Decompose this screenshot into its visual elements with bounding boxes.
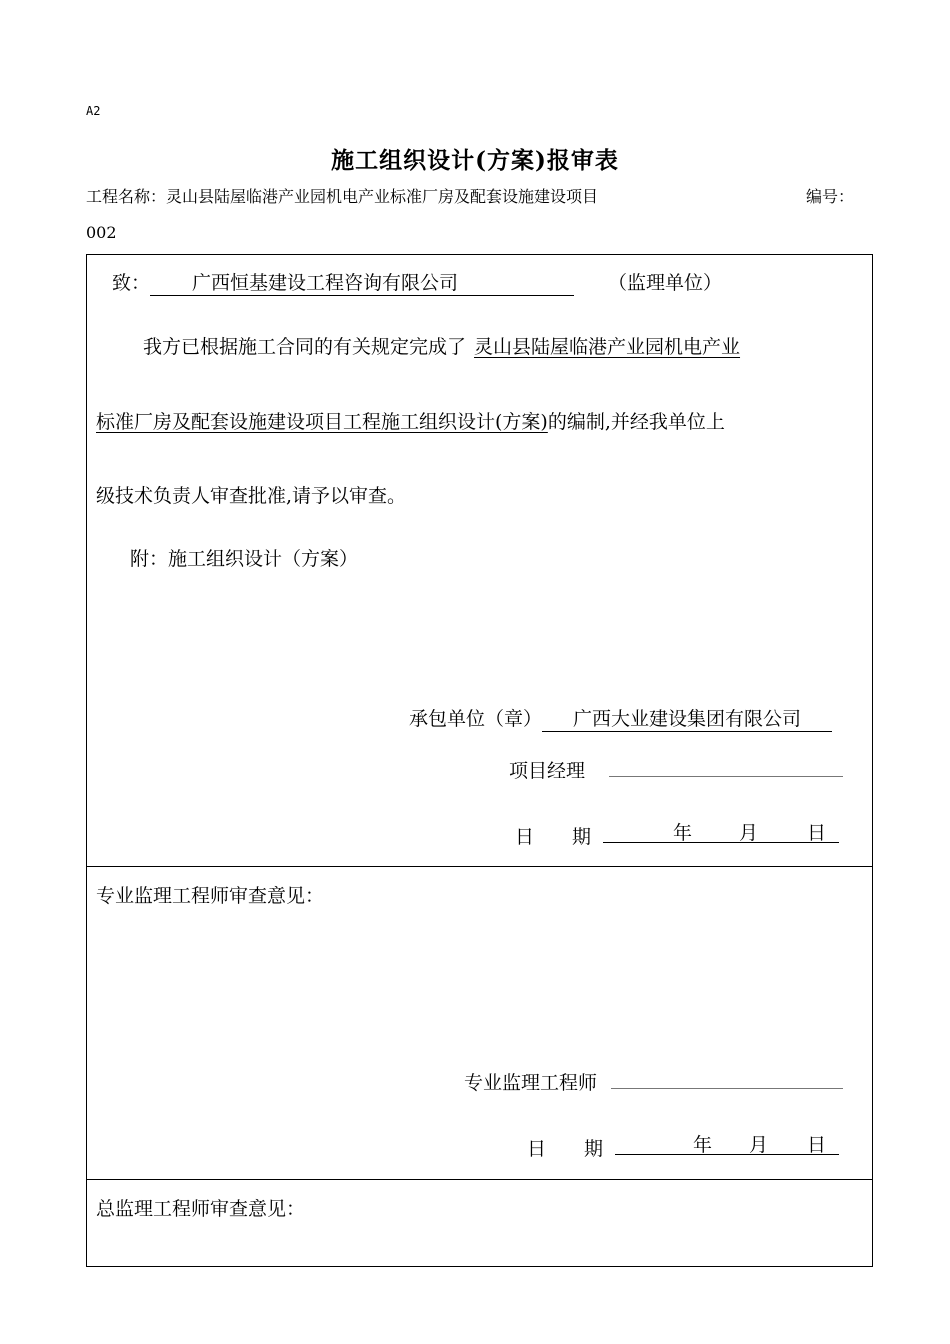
date-field [603, 818, 839, 843]
month-label: 月 [739, 822, 759, 844]
manager-label: 项目经理 [509, 760, 586, 782]
month-label: 月 [749, 1134, 769, 1156]
date-label: 日 期 [515, 826, 592, 848]
attachment-line: 附：施工组织设计（方案） [130, 548, 359, 570]
engineer-review-heading: 专业监理工程师审查意见： [96, 885, 325, 907]
page-title: 施工组织设计(方案)报审表 [331, 147, 619, 174]
year-label: 年 [693, 1134, 713, 1156]
project-name: 工程名称：灵山县陆屋临港产业园机电产业标准厂房及配套设施建设项目 [86, 187, 599, 206]
chief-review-heading: 总监理工程师审查意见： [96, 1198, 306, 1220]
to-label: 致： [112, 272, 151, 294]
addressee-line [112, 268, 722, 296]
body-line-2 [96, 407, 725, 434]
project-name-part2: 标准厂房及配套设施建设项目工程施工组织设计(方案) [96, 411, 548, 433]
date-field [615, 1130, 839, 1155]
date-line-1 [515, 818, 839, 849]
engineer-signature-field [611, 1070, 843, 1089]
number-value: 002 [86, 223, 117, 242]
body-after: 的编制,并经我单位上 [547, 411, 725, 433]
form-code: A2 [86, 104, 101, 118]
supervisor-company: 广西恒基建设工程咨询有限公司 [192, 272, 459, 294]
project-name-part1: 灵山县陆屋临港产业园机电产业 [474, 336, 741, 358]
contractor-line [409, 704, 832, 732]
day-label: 日 [807, 822, 827, 844]
manager-line [509, 756, 843, 783]
year-label: 年 [673, 822, 693, 844]
engineer-label: 专业监理工程师 [464, 1072, 598, 1094]
body-line-3: 级技术负责人审查批准,请予以审查。 [96, 485, 407, 507]
date-label: 日 期 [527, 1138, 604, 1160]
day-label: 日 [807, 1134, 827, 1156]
section-divider [86, 866, 873, 867]
contractor-name: 广西大业建设集团有限公司 [573, 708, 802, 730]
contractor-field [542, 704, 832, 732]
supervisor-field [150, 268, 574, 296]
manager-signature-field [609, 758, 843, 777]
body-line-1 [143, 332, 740, 359]
contractor-label: 承包单位（章） [409, 708, 543, 730]
body-lead: 我方已根据施工合同的有关规定完成了 [143, 336, 467, 358]
section-divider [86, 1179, 873, 1180]
engineer-line [464, 1068, 843, 1095]
number-label: 编号： [806, 187, 855, 206]
supervisor-note: （监理单位） [608, 272, 723, 294]
date-line-2 [527, 1130, 839, 1161]
